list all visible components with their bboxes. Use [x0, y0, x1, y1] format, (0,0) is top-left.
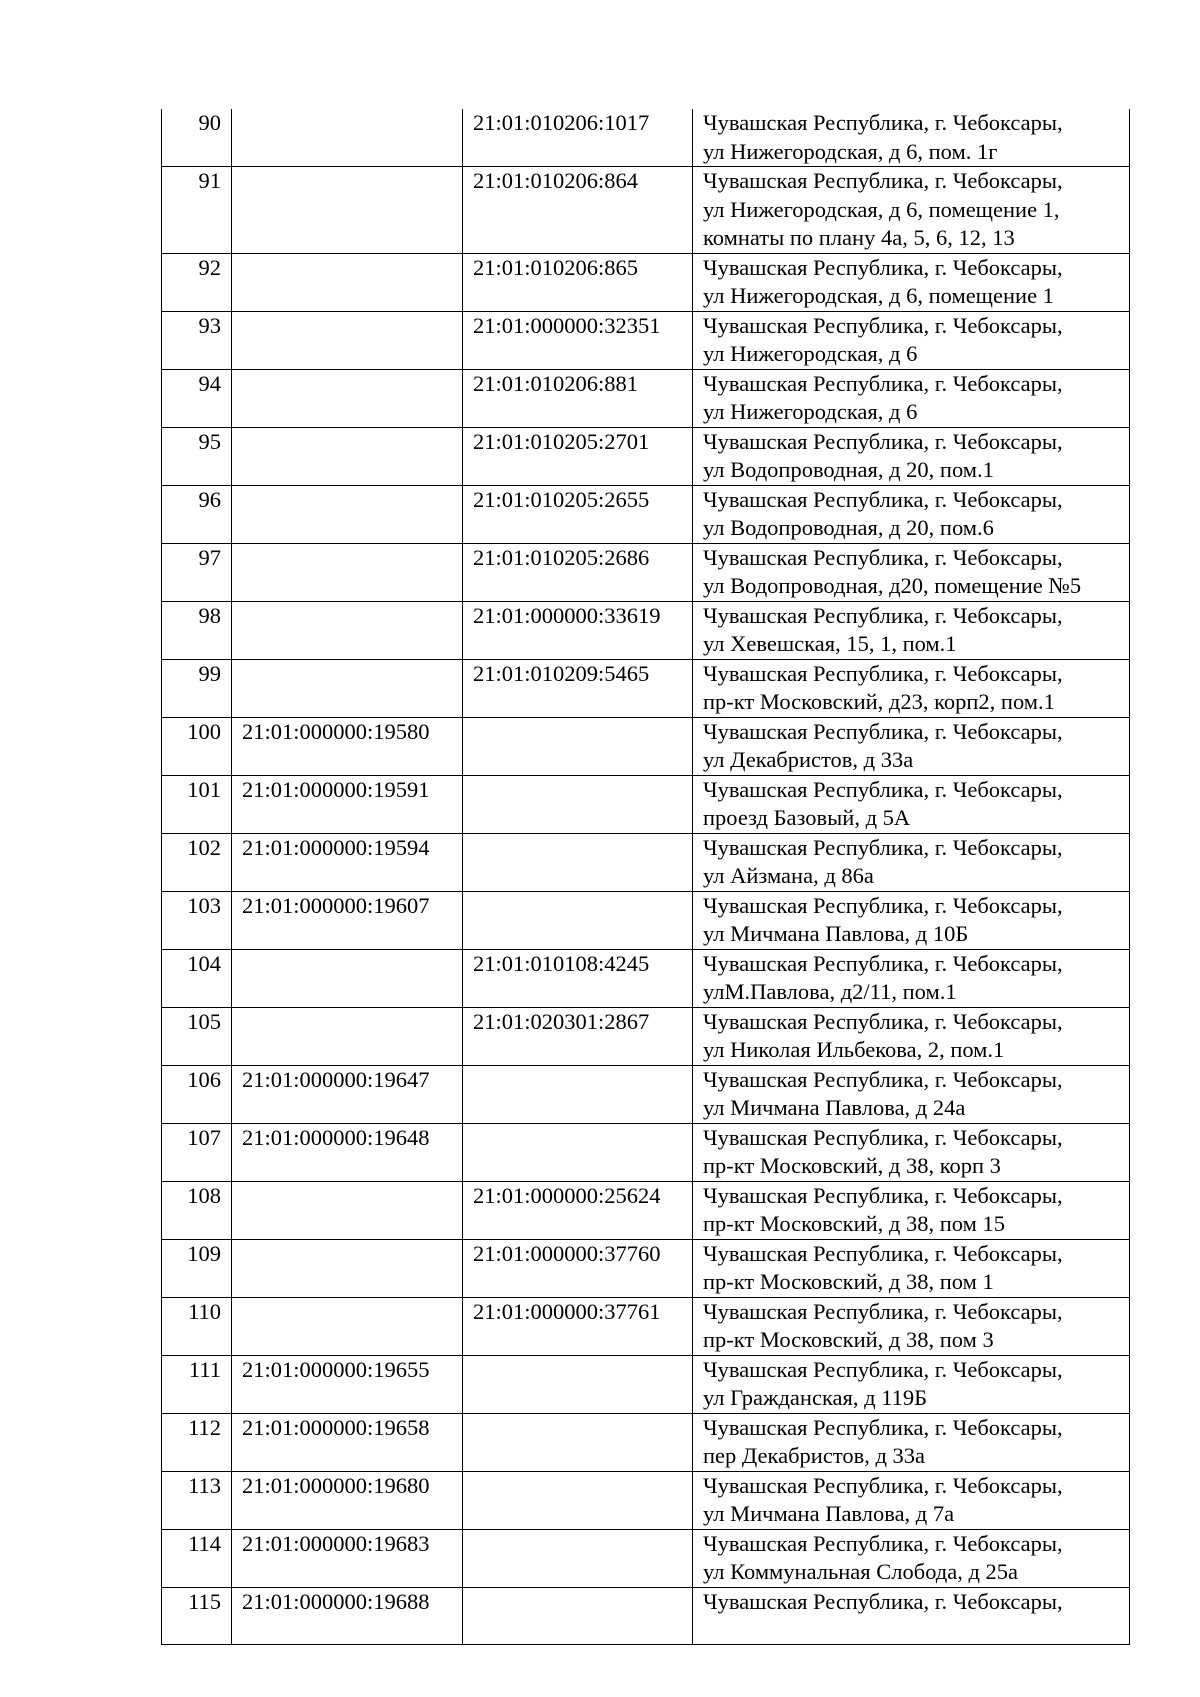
table-row — [162, 109, 1130, 167]
table-row — [162, 311, 1130, 369]
address-cell: Чувашская Республика, г. Чебоксары, ул Мичмана Павлова, д 24а — [693, 1065, 1130, 1123]
address-cell: Чувашская Республика, г. Чебоксары, — [693, 1587, 1130, 1645]
row-number: 115 — [162, 1587, 232, 1645]
table-row — [162, 485, 1130, 543]
table-row — [162, 1123, 1130, 1181]
cadastral-number-building — [232, 167, 463, 254]
cadastral-number-premises — [463, 1123, 693, 1181]
cadastral-number-building — [232, 543, 463, 601]
table-row — [162, 1471, 1130, 1529]
address-cell: Чувашская Республика, г. Чебоксары, пр-кт Московский, д 38, пом 1 — [693, 1239, 1130, 1297]
cadastral-number-building: 21:01:000000:19683 — [232, 1529, 463, 1587]
table-row — [162, 167, 1130, 254]
cadastral-number-building: 21:01:000000:19607 — [232, 891, 463, 949]
cadastral-number-building — [232, 253, 463, 311]
row-number: 92 — [162, 253, 232, 311]
cadastral-number-building: 21:01:000000:19688 — [232, 1587, 463, 1645]
row-number: 112 — [162, 1413, 232, 1471]
row-number: 97 — [162, 543, 232, 601]
row-number: 94 — [162, 369, 232, 427]
row-number: 98 — [162, 601, 232, 659]
address-cell: Чувашская Республика, г. Чебоксары, ул Коммунальная Слобода, д 25а — [693, 1529, 1130, 1587]
cadastral-number-premises: 21:01:000000:37760 — [463, 1239, 693, 1297]
cadastral-number-building: 21:01:000000:19648 — [232, 1123, 463, 1181]
table-row — [162, 543, 1130, 601]
table-row — [162, 1587, 1130, 1645]
table-row — [162, 1239, 1130, 1297]
table-row — [162, 253, 1130, 311]
table-row — [162, 1065, 1130, 1123]
cadastral-number-building — [232, 1181, 463, 1239]
table-row — [162, 1355, 1130, 1413]
cadastral-number-building — [232, 311, 463, 369]
address-cell: Чувашская Республика, г. Чебоксары, ул Декабристов, д 33а — [693, 717, 1130, 775]
row-number: 111 — [162, 1355, 232, 1413]
table-row — [162, 949, 1130, 1007]
cadastral-number-building — [232, 427, 463, 485]
cadastral-number-building — [232, 949, 463, 1007]
table-row — [162, 717, 1130, 775]
row-number: 114 — [162, 1529, 232, 1587]
row-number: 105 — [162, 1007, 232, 1065]
address-cell: Чувашская Республика, г. Чебоксары, ул Нижегородская, д 6, помещение 1 — [693, 253, 1130, 311]
cadastral-number-building — [232, 109, 463, 167]
cadastral-number-premises: 21:01:010108:4245 — [463, 949, 693, 1007]
address-cell: Чувашская Республика, г. Чебоксары, ул Айзмана, д 86а — [693, 833, 1130, 891]
address-cell: Чувашская Республика, г. Чебоксары, ул Мичмана Павлова, д 7а — [693, 1471, 1130, 1529]
table-row — [162, 601, 1130, 659]
cadastral-number-premises — [463, 833, 693, 891]
cadastral-number-premises: 21:01:000000:37761 — [463, 1297, 693, 1355]
cadastral-number-premises — [463, 1065, 693, 1123]
table-row — [162, 369, 1130, 427]
address-cell: Чувашская Республика, г. Чебоксары, ул Николая Ильбекова, 2, пом.1 — [693, 1007, 1130, 1065]
cadastral-number-premises — [463, 1471, 693, 1529]
row-number: 108 — [162, 1181, 232, 1239]
cadastral-number-building: 21:01:000000:19594 — [232, 833, 463, 891]
table-row — [162, 891, 1130, 949]
row-number: 100 — [162, 717, 232, 775]
cadastral-number-premises: 21:01:000000:32351 — [463, 311, 693, 369]
cadastral-number-premises: 21:01:010206:881 — [463, 369, 693, 427]
row-number: 106 — [162, 1065, 232, 1123]
cadastral-number-premises — [463, 1355, 693, 1413]
row-number: 107 — [162, 1123, 232, 1181]
cadastral-number-building: 21:01:000000:19680 — [232, 1471, 463, 1529]
table-row — [162, 659, 1130, 717]
cadastral-number-building: 21:01:000000:19647 — [232, 1065, 463, 1123]
row-number: 96 — [162, 485, 232, 543]
address-cell: Чувашская Республика, г. Чебоксары, ул Нижегородская, д 6 — [693, 311, 1130, 369]
row-number: 104 — [162, 949, 232, 1007]
cadastral-number-building — [232, 1297, 463, 1355]
address-cell: Чувашская Республика, г. Чебоксары, проезд Базовый, д 5А — [693, 775, 1130, 833]
cadastral-number-building — [232, 601, 463, 659]
address-cell: Чувашская Республика, г. Чебоксары, ул Нижегородская, д 6, пом. 1г — [693, 109, 1130, 167]
row-number: 113 — [162, 1471, 232, 1529]
table-row — [162, 427, 1130, 485]
row-number: 93 — [162, 311, 232, 369]
row-number: 90 — [162, 109, 232, 167]
table-row — [162, 1413, 1130, 1471]
table-row — [162, 1297, 1130, 1355]
address-cell: Чувашская Республика, г. Чебоксары, ул Мичмана Павлова, д 10Б — [693, 891, 1130, 949]
row-number: 101 — [162, 775, 232, 833]
cadastral-number-building — [232, 369, 463, 427]
row-number: 110 — [162, 1297, 232, 1355]
cadastral-number-building — [232, 1239, 463, 1297]
address-cell: Чувашская Республика, г. Чебоксары, пер Декабристов, д 33а — [693, 1413, 1130, 1471]
cadastral-number-building — [232, 659, 463, 717]
row-number: 95 — [162, 427, 232, 485]
row-number: 99 — [162, 659, 232, 717]
address-cell: Чувашская Республика, г. Чебоксары, ул Водопроводная, д20, помещение №5 — [693, 543, 1130, 601]
cadastral-number-premises — [463, 1587, 693, 1645]
address-cell: Чувашская Республика, г. Чебоксары, пр-кт Московский, д 38, корп 3 — [693, 1123, 1130, 1181]
row-number: 109 — [162, 1239, 232, 1297]
table-row — [162, 833, 1130, 891]
cadastral-number-building: 21:01:000000:19580 — [232, 717, 463, 775]
cadastral-number-premises — [463, 775, 693, 833]
cadastral-number-premises — [463, 1529, 693, 1587]
cadastral-number-building — [232, 1007, 463, 1065]
registry-table-body — [162, 109, 1130, 1645]
cadastral-number-premises: 21:01:000000:33619 — [463, 601, 693, 659]
address-cell: Чувашская Республика, г. Чебоксары, пр-кт Московский, д23, корп2, пом.1 — [693, 659, 1130, 717]
row-number: 102 — [162, 833, 232, 891]
table-row — [162, 775, 1130, 833]
cadastral-number-premises: 21:01:010206:1017 — [463, 109, 693, 167]
registry-table — [161, 109, 1130, 1645]
address-cell: Чувашская Республика, г. Чебоксары, ул Водопроводная, д 20, пом.1 — [693, 427, 1130, 485]
table-row — [162, 1181, 1130, 1239]
cadastral-number-premises: 21:01:010205:2701 — [463, 427, 693, 485]
cadastral-number-building — [232, 485, 463, 543]
table-row — [162, 1007, 1130, 1065]
address-cell: Чувашская Республика, г. Чебоксары, ул Нижегородская, д 6, помещение 1, комнаты по плану 4а, 5, 6, 12, 13 — [693, 167, 1130, 254]
cadastral-number-premises: 21:01:020301:2867 — [463, 1007, 693, 1065]
address-cell: Чувашская Республика, г. Чебоксары, улМ.Павлова, д2/11, пом.1 — [693, 949, 1130, 1007]
cadastral-number-building: 21:01:000000:19658 — [232, 1413, 463, 1471]
cadastral-number-premises — [463, 717, 693, 775]
cadastral-number-premises: 21:01:010206:865 — [463, 253, 693, 311]
table-row — [162, 1529, 1130, 1587]
cadastral-number-premises: 21:01:010209:5465 — [463, 659, 693, 717]
cadastral-number-premises: 21:01:010205:2686 — [463, 543, 693, 601]
cadastral-number-premises: 21:01:010205:2655 — [463, 485, 693, 543]
address-cell: Чувашская Республика, г. Чебоксары, ул Хевешская, 15, 1, пом.1 — [693, 601, 1130, 659]
cadastral-number-building: 21:01:000000:19591 — [232, 775, 463, 833]
address-cell: Чувашская Республика, г. Чебоксары, пр-кт Московский, д 38, пом 3 — [693, 1297, 1130, 1355]
address-cell: Чувашская Республика, г. Чебоксары, пр-кт Московский, д 38, пом 15 — [693, 1181, 1130, 1239]
cadastral-number-premises — [463, 1413, 693, 1471]
cadastral-number-premises: 21:01:000000:25624 — [463, 1181, 693, 1239]
cadastral-number-premises — [463, 891, 693, 949]
address-cell: Чувашская Республика, г. Чебоксары, ул Гражданская, д 119Б — [693, 1355, 1130, 1413]
row-number: 103 — [162, 891, 232, 949]
address-cell: Чувашская Республика, г. Чебоксары, ул Водопроводная, д 20, пом.6 — [693, 485, 1130, 543]
row-number: 91 — [162, 167, 232, 254]
cadastral-number-building: 21:01:000000:19655 — [232, 1355, 463, 1413]
cadastral-number-premises: 21:01:010206:864 — [463, 167, 693, 254]
address-cell: Чувашская Республика, г. Чебоксары, ул Нижегородская, д 6 — [693, 369, 1130, 427]
